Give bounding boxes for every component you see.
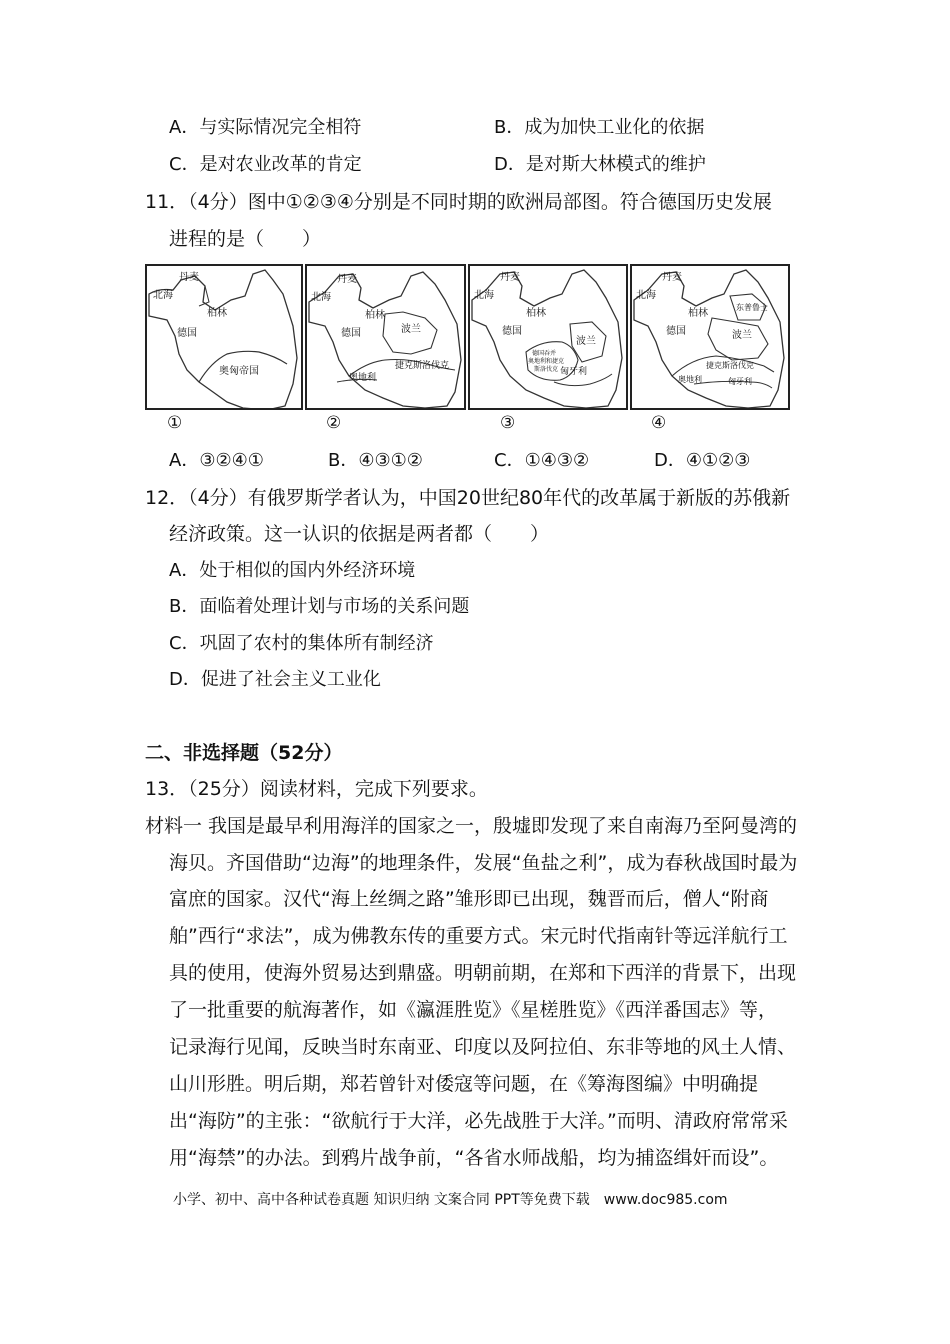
map-3-label-annex3: 斯洛伐克 [534, 366, 559, 373]
map-4-label-aodili: 奥地利 [678, 375, 702, 384]
map-3-label-danmai: 丹麦 [500, 272, 520, 283]
map-3-label-deguo: 德国 [502, 326, 522, 337]
map-4-label-beihai: 北海 [636, 290, 656, 301]
map-3-number: ③ [500, 413, 516, 433]
q13-material-line: 海贝。齐国借助“边海”的地理条件，发展“鱼盐之利”，成为春秋战国时最为 [169, 852, 798, 874]
map-4-label-xiongyali: 匈牙利 [728, 377, 752, 386]
map-1-label-danmai: 丹麦 [179, 272, 199, 283]
map-4-label-dongpu: 东普鲁士 [736, 303, 768, 312]
q10-option-d: D．是对斯大林模式的维护 [494, 154, 706, 175]
q13-material-line: 记录海行见闻，反映当时东南亚、印度以及阿拉伯、东非等地的风土人情、 [169, 1036, 797, 1058]
map-3-label-annex2: 奥地利和捷克 [528, 358, 565, 365]
q11-stem-line2: 进程的是（ ） [169, 228, 322, 250]
map-2-label-jieke: 捷克斯洛伐克 [395, 361, 450, 371]
map-4-number: ④ [651, 413, 667, 433]
map-1 [145, 264, 303, 410]
q11-option-d: D．④①②③ [654, 450, 751, 471]
q13-material-line: 山川形胜。明后期，郑若曾针对倭寇等问题，在《筹海图编》中明确提 [169, 1073, 759, 1095]
section-title: 二、非选择题（52分） [145, 742, 343, 764]
map-4-outline [632, 266, 790, 410]
map-4-label-jieke: 捷克斯洛伐克 [706, 361, 754, 370]
map-4-label-danmai: 丹麦 [662, 272, 682, 283]
footer-text: 小学、初中、高中各种试卷真题 知识归纳 文案合同 PPT等免费下载 www.doc985.com [173, 1192, 728, 1208]
map-4-label-bolan: 波兰 [732, 330, 752, 341]
map-3-outline [470, 266, 628, 410]
map-2-label-danmai: 丹麦 [337, 274, 357, 285]
map-4 [630, 264, 790, 410]
map-1-outline [147, 266, 303, 410]
q12-stem-line2: 经济政策。这一认识的依据是两者都（ ） [169, 523, 550, 545]
map-2-outline [307, 266, 466, 410]
q13-material-line: 材料一 我国是最早利用海洋的国家之一，殷墟即发现了来自南海乃至阿曼湾的 [145, 815, 798, 837]
map-3 [468, 264, 628, 410]
map-2-number: ② [326, 413, 342, 433]
q13-stem: 13．（25分）阅读材料，完成下列要求。 [145, 778, 488, 800]
map-3-label-bolin: 柏林 [526, 308, 546, 319]
q13-material-line: 用“海禁”的办法。到鸦片战争前，“各省水师战船，均为捕盗缉奸而设”。 [169, 1147, 779, 1169]
map-2 [305, 264, 466, 410]
map-3-label-bolan: 波兰 [576, 336, 596, 347]
q13-material-line: 具的使用，使海外贸易达到鼎盛。明朝前期，在郑和下西洋的背景下，出现 [169, 962, 797, 984]
q10-option-b: B．成为加快工业化的依据 [494, 117, 705, 138]
map-4-label-deguo: 德国 [666, 326, 686, 337]
q11-option-c: C．①④③② [494, 450, 590, 471]
map-1-number: ① [167, 413, 183, 433]
q11-stem-line1: 11．（4分）图中①②③④分别是不同时期的欧洲局部图。符合德国历史发展 [145, 191, 772, 213]
q10-option-c: C．是对农业改革的肯定 [169, 154, 362, 175]
map-3-label-annex1: 德国吞并 [532, 350, 557, 357]
map-2-label-beihai: 北海 [311, 292, 331, 303]
map-3-label-xiongyali: 匈牙利 [560, 367, 588, 377]
map-2-label-deguo: 德国 [341, 328, 361, 339]
q10-option-a: A．与实际情况完全相符 [169, 117, 362, 138]
map-2-label-bolan: 波兰 [401, 324, 421, 335]
map-1-label-deguo: 德国 [177, 328, 197, 339]
map-1-label-bolin: 柏林 [207, 308, 227, 319]
q12-option-c: C．巩固了农村的集体所有制经济 [169, 633, 434, 654]
map-3-label-beihai: 北海 [474, 290, 494, 301]
map-2-label-bolin: 柏林 [365, 310, 385, 321]
q13-material-line: 了一批重要的航海著作，如《瀛涯胜览》《星槎胜览》《西洋番国志》等， [169, 999, 778, 1021]
q13-material-line: 富庶的国家。汉代“海上丝绸之路”雏形即已出现，魏晋而后，僧人“附商 [169, 888, 769, 910]
q11-option-b: B．④③①② [328, 450, 423, 471]
q13-material-line: 出“海防”的主张：“欲航行于大洋，必先战胜于大洋。”而明、清政府常常采 [169, 1110, 788, 1132]
q12-option-d: D．促进了社会主义工业化 [169, 669, 381, 690]
map-1-label-aoxiong: 奥匈帝国 [219, 366, 259, 377]
q11-option-a: A．③②④① [169, 450, 264, 471]
q12-stem-line1: 12．（4分）有俄罗斯学者认为，中国20世纪80年代的改革属于新版的苏俄新 [145, 487, 791, 509]
map-1-label-beihai: 北海 [153, 290, 173, 301]
map-2-label-aodili: 奥地利 [349, 373, 377, 383]
q12-option-a: A．处于相似的国内外经济环境 [169, 560, 416, 581]
map-4-label-bolin: 柏林 [688, 308, 708, 319]
q13-material-line: 舶”西行“求法”，成为佛教东传的重要方式。宋元时代指南针等远洋航行工 [169, 925, 788, 947]
q12-option-b: B．面临着处理计划与市场的关系问题 [169, 596, 470, 617]
